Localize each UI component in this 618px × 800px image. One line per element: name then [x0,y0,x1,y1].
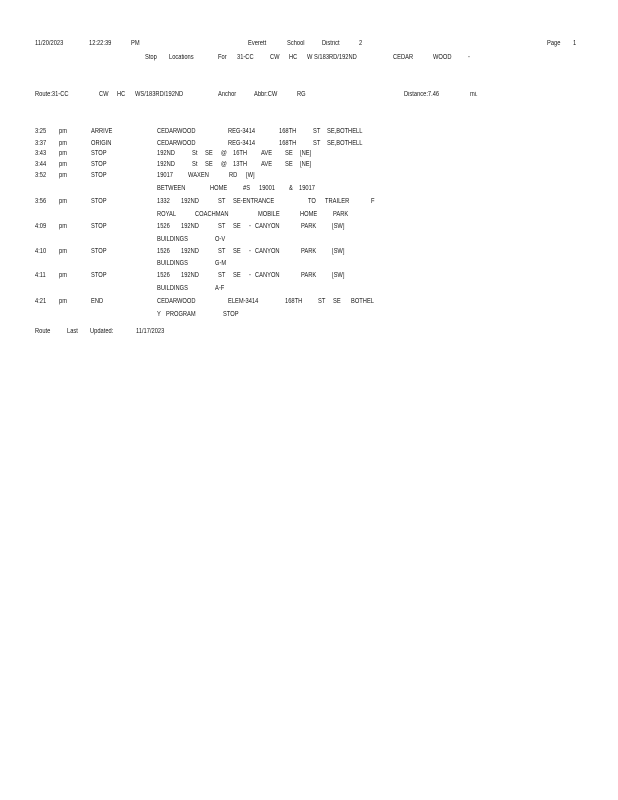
stop-location-word: TO [308,198,316,205]
stop-location-word: CEDARWOOD [157,298,196,305]
stop-location-word: 13TH [233,161,248,168]
stop-location-word: @ [221,161,227,168]
stop-location-word: St [192,150,198,157]
stop-location-word: SE [333,298,341,305]
stop-location-word: BUILDINGS [157,236,188,243]
stop-time: 3:44 [35,161,47,168]
stop-location-word: & [289,185,293,192]
stop-location-word: @ [221,150,227,157]
stop-location-word: SE [205,150,213,157]
stop-type: STOP [91,248,107,255]
route-distance-unit: mi. [470,91,478,98]
subtitle-route-name: W S/183RD/192ND [307,54,357,61]
subtitle-route-code: 31-CC [237,54,254,61]
footer-date: 11/17/2023 [136,328,165,335]
stop-location-word: 192ND [181,223,199,230]
stop-location-word: ELEM-3414 [228,298,259,305]
stop-type: STOP [91,223,107,230]
stop-location-word: G-M [215,260,227,267]
stop-location-word: Y [157,311,161,318]
route-cw: CW [99,91,109,98]
stop-location-word: REG-3414 [228,128,256,135]
stop-location-word: TRAILER [325,198,350,205]
stop-location-word: WAXEN [188,172,209,179]
stop-type: STOP [91,272,107,279]
stop-time: 3:43 [35,150,47,157]
stop-ampm: pm [59,198,67,205]
stop-location-word: #S [243,185,251,192]
stop-location-word: PARK [301,223,317,230]
stop-location-word: ST [218,272,226,279]
route-distance: Distance:7.46 [404,91,440,98]
stop-location-word: PARK [301,248,317,255]
stop-type: ARRIVE [91,128,113,135]
stop-time: 3:56 [35,198,47,205]
stop-location-word: ST [218,198,226,205]
stop-location-word: BETWEEN [157,185,186,192]
stop-location-word: PROGRAM [166,311,196,318]
stop-location-word: 192ND [181,248,199,255]
district-word-3: District [322,40,340,47]
stop-location-word: 192ND [181,272,199,279]
stop-location-word: SE,BOTHELL [327,128,363,135]
stop-location-word: ROYAL [157,211,177,218]
stop-location-word: [SW] [332,272,345,279]
stop-location-word: 1332 [157,198,170,205]
report-time: 12:22:39 [89,40,112,47]
stop-type: STOP [91,198,107,205]
stop-location-word: 16TH [233,150,248,157]
stop-type: END [91,298,104,305]
route-hc: HC [117,91,126,98]
subtitle-cedar: CEDAR [393,54,414,61]
stop-location-word: SE [205,161,213,168]
stop-location-word: - [249,248,251,255]
subtitle-cw: CW [270,54,280,61]
stop-type: STOP [91,161,107,168]
stop-time: 4:21 [35,298,47,305]
stop-location-word: 1526 [157,272,170,279]
stop-location-word: AVE [261,150,273,157]
stop-location-word: CANYON [255,223,280,230]
stop-location-word: [SW] [332,248,345,255]
stop-location-word: RD [229,172,238,179]
stop-location-word: O-V [215,236,226,243]
stop-location-word: HOME [300,211,318,218]
stop-location-word: [NE] [300,161,312,168]
stop-location-word: 192ND [157,150,175,157]
stop-location-word: CANYON [255,248,280,255]
stop-location-word: 168TH [285,298,303,305]
stop-type: STOP [91,150,107,157]
stop-location-word: ST [218,223,226,230]
stop-location-word: PARK [333,211,349,218]
district-word-2: School [287,40,305,47]
stop-location-word: F [371,198,375,205]
stop-location-word: PARK [301,272,317,279]
stop-type: STOP [91,172,107,179]
stop-location-word: SE [233,272,241,279]
stop-location-word: [W] [246,172,255,179]
route-anchor: Anchor [218,91,237,98]
stop-location-word: REG-3414 [228,140,256,147]
stop-location-word: - [249,272,251,279]
stop-location-word: ST [313,140,321,147]
stop-ampm: pm [59,140,67,147]
stop-location-word: SE,BOTHELL [327,140,363,147]
stop-time: 3:52 [35,172,47,179]
stop-location-word: SE [233,248,241,255]
stop-location-word: CEDARWOOD [157,140,196,147]
stop-location-word: HOME [210,185,228,192]
stop-location-word: 19001 [259,185,275,192]
route-id: Route:31-CC [35,91,69,98]
stop-location-word: BUILDINGS [157,285,188,292]
stop-location-word: STOP [223,311,239,318]
stop-location-word: 192ND [157,161,175,168]
stop-ampm: pm [59,248,67,255]
stop-location-word: ST [318,298,326,305]
stop-location-word: 168TH [279,140,297,147]
stop-time: 3:25 [35,128,47,135]
stop-location-word: SE [233,223,241,230]
stop-ampm: pm [59,161,67,168]
stop-location-word: MOBILE [258,211,280,218]
footer-last: Last [67,328,78,335]
stop-location-word: [NE] [300,150,312,157]
subtitle-hc: HC [289,54,298,61]
subtitle-for: For [218,54,227,61]
report-date: 11/20/2023 [35,40,64,47]
stop-location-word: AVE [261,161,273,168]
stop-location-word: CANYON [255,272,280,279]
stop-location-word: 19017 [299,185,315,192]
stop-location-word: BOTHEL [351,298,374,305]
stop-ampm: pm [59,128,67,135]
route-rg: RG [297,91,306,98]
stop-time: 4:10 [35,248,47,255]
subtitle-stop: Stop [145,54,157,61]
stop-location-word: CEDARWOOD [157,128,196,135]
stop-location-word: A-F [215,285,225,292]
stop-location-word: 19017 [157,172,173,179]
page-number: 1 [573,40,577,47]
stop-location-word: SE [285,150,293,157]
page-label: Page [547,40,561,47]
stop-type: ORIGIN [91,140,112,147]
stop-location-word: - [249,223,251,230]
stop-ampm: pm [59,223,67,230]
district-word-1: Everett [248,40,267,47]
subtitle-wood: WOOD [433,54,452,61]
footer-route: Route [35,328,51,335]
stop-time: 4:09 [35,223,47,230]
stop-location-word: St [192,161,198,168]
stop-ampm: pm [59,298,67,305]
stop-ampm: pm [59,150,67,157]
stop-location-word: 168TH [279,128,297,135]
subtitle-dash: - [468,54,470,61]
stop-location-word: [SW] [332,223,345,230]
report-ampm: PM [131,40,140,47]
stop-location-word: SE-ENTRANCE [233,198,275,205]
stop-time: 4:11 [35,272,46,279]
route-name: WS/183RD/192ND [135,91,184,98]
route-abbr: Abbr:CW [254,91,278,98]
stop-location-word: COACHMAN [195,211,229,218]
stop-location-word: BUILDINGS [157,260,188,267]
stop-location-word: ST [313,128,321,135]
stop-ampm: pm [59,272,67,279]
stop-location-word: 1526 [157,248,170,255]
stop-location-word: ST [218,248,226,255]
stop-location-word: 1526 [157,223,170,230]
stop-ampm: pm [59,172,67,179]
stop-location-word: SE [285,161,293,168]
district-number: 2 [359,40,363,47]
stop-location-word: 192ND [181,198,199,205]
footer-updated: Updated: [90,328,114,335]
subtitle-locations: Locations [169,54,194,61]
stop-time: 3:37 [35,140,47,147]
